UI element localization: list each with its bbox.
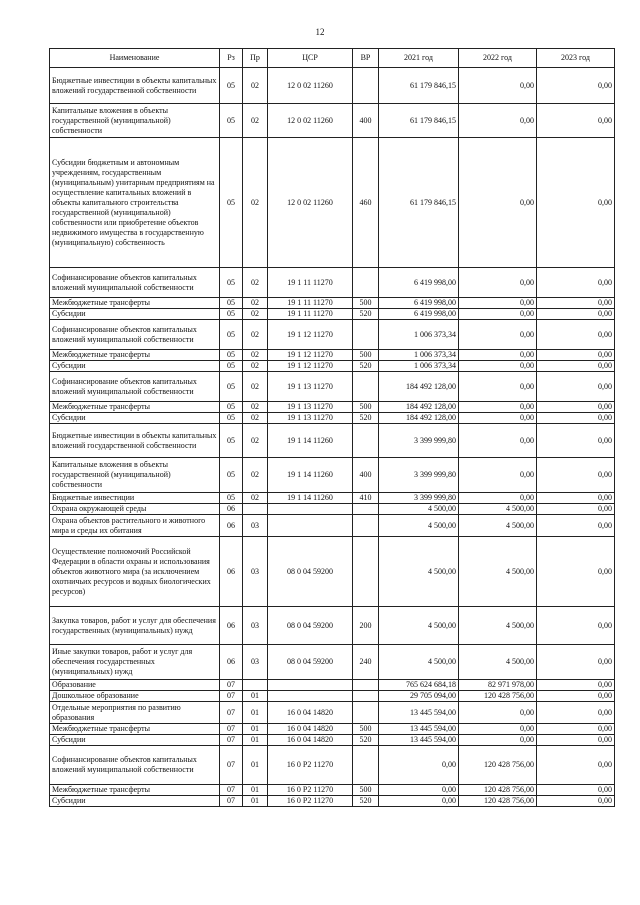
cell-y2022: 0,00: [459, 68, 537, 104]
cell-y2021: 1 006 373,34: [379, 361, 459, 372]
table-row: [50, 680, 615, 691]
table-row: [50, 268, 615, 298]
cell-y2021: 29 705 094,00: [379, 691, 459, 702]
cell-y2023: 0,00: [537, 702, 615, 724]
cell-y2023: 0,00: [537, 361, 615, 372]
cell-name: Бюджетные инвестиции в объекты капитальных вложений государственной собственности: [50, 424, 220, 458]
cell-y2022: 0,00: [459, 402, 537, 413]
cell-csr: 19 1 14 11260: [268, 493, 353, 504]
cell-y2021: 6 419 998,00: [379, 309, 459, 320]
cell-pr: 03: [243, 645, 268, 680]
cell-pr: 02: [243, 402, 268, 413]
cell-vr: 460: [353, 138, 379, 268]
cell-y2022: 0,00: [459, 268, 537, 298]
cell-vr: 520: [353, 361, 379, 372]
table-row: [50, 504, 615, 515]
cell-csr: 19 1 14 11260: [268, 424, 353, 458]
cell-y2022: 0,00: [459, 458, 537, 493]
cell-csr: 19 1 12 11270: [268, 320, 353, 350]
cell-y2022: 120 428 756,00: [459, 691, 537, 702]
cell-rz: 07: [220, 746, 243, 785]
cell-csr: [268, 504, 353, 515]
cell-csr: 19 1 11 11270: [268, 298, 353, 309]
cell-y2021: 13 445 594,00: [379, 735, 459, 746]
cell-pr: 02: [243, 361, 268, 372]
cell-name: Софинансирование объектов капитальных вложений муниципальной собственности: [50, 268, 220, 298]
header-2021: 2021 год: [379, 49, 459, 68]
cell-pr: 03: [243, 515, 268, 537]
cell-y2023: 0,00: [537, 104, 615, 138]
cell-csr: 19 1 11 11270: [268, 268, 353, 298]
cell-y2021: 3 399 999,80: [379, 493, 459, 504]
cell-vr: [353, 680, 379, 691]
cell-vr: 520: [353, 309, 379, 320]
cell-pr: 02: [243, 68, 268, 104]
cell-pr: 01: [243, 785, 268, 796]
cell-rz: 07: [220, 735, 243, 746]
cell-y2022: 120 428 756,00: [459, 796, 537, 807]
cell-csr: [268, 515, 353, 537]
cell-y2022: 0,00: [459, 320, 537, 350]
cell-y2022: 120 428 756,00: [459, 746, 537, 785]
cell-csr: 19 1 12 11270: [268, 350, 353, 361]
table-row: [50, 607, 615, 645]
header-2022: 2022 год: [459, 49, 537, 68]
cell-y2021: 0,00: [379, 785, 459, 796]
cell-y2023: 0,00: [537, 458, 615, 493]
cell-pr: 02: [243, 320, 268, 350]
cell-y2023: 0,00: [537, 607, 615, 645]
cell-y2022: 0,00: [459, 424, 537, 458]
cell-vr: 400: [353, 104, 379, 138]
cell-y2021: 4 500,00: [379, 607, 459, 645]
cell-y2022: 0,00: [459, 350, 537, 361]
cell-csr: 16 0 04 14820: [268, 702, 353, 724]
cell-rz: 07: [220, 702, 243, 724]
cell-pr: 03: [243, 537, 268, 607]
table-row: [50, 361, 615, 372]
cell-name: Софинансирование объектов капитальных вложений муниципальной собственности: [50, 746, 220, 785]
cell-pr: 02: [243, 268, 268, 298]
cell-vr: 400: [353, 458, 379, 493]
cell-name: Софинансирование объектов капитальных вложений муниципальной собственности: [50, 320, 220, 350]
cell-vr: 500: [353, 402, 379, 413]
table-row: [50, 424, 615, 458]
cell-vr: [353, 268, 379, 298]
cell-y2022: 0,00: [459, 724, 537, 735]
cell-y2021: 6 419 998,00: [379, 298, 459, 309]
cell-pr: 02: [243, 493, 268, 504]
cell-name: Субсидии: [50, 735, 220, 746]
table-row: [50, 746, 615, 785]
cell-pr: 02: [243, 309, 268, 320]
cell-y2022: 0,00: [459, 104, 537, 138]
header-2023: 2023 год: [537, 49, 615, 68]
cell-y2022: 0,00: [459, 735, 537, 746]
cell-pr: [243, 680, 268, 691]
cell-name: Бюджетные инвестиции: [50, 493, 220, 504]
cell-csr: 19 1 13 11270: [268, 413, 353, 424]
cell-y2023: 0,00: [537, 309, 615, 320]
cell-pr: 02: [243, 104, 268, 138]
cell-name: Софинансирование объектов капитальных вложений муниципальной собственности: [50, 372, 220, 402]
cell-y2022: 4 500,00: [459, 504, 537, 515]
cell-vr: 240: [353, 645, 379, 680]
cell-rz: 05: [220, 298, 243, 309]
cell-name: Межбюджетные трансферты: [50, 724, 220, 735]
cell-rz: 07: [220, 680, 243, 691]
page-number: 12: [315, 27, 325, 37]
cell-rz: 05: [220, 424, 243, 458]
table-row: [50, 68, 615, 104]
cell-vr: [353, 702, 379, 724]
cell-y2023: 0,00: [537, 796, 615, 807]
cell-name: Образование: [50, 680, 220, 691]
cell-vr: [353, 746, 379, 785]
cell-name: Субсидии бюджетным и автономным учреждениям, государственным (муниципальным) унитарным предприятиям на осуществление капитальных вложений в объекты капитального строительства государственной (муниципальной) собственности или приобретение объектов недвижимого имущества в государственную (муниципальную) собственность: [50, 138, 220, 268]
cell-csr: 12 0 02 11260: [268, 138, 353, 268]
budget-table: [49, 48, 615, 807]
cell-y2021: 6 419 998,00: [379, 268, 459, 298]
table-row: [50, 691, 615, 702]
cell-vr: 500: [353, 724, 379, 735]
table-row: [50, 413, 615, 424]
cell-name: Субсидии: [50, 309, 220, 320]
cell-rz: 05: [220, 104, 243, 138]
cell-y2023: 0,00: [537, 724, 615, 735]
cell-name: Иные закупки товаров, работ и услуг для обеспечения государственных (муниципальных) нужд: [50, 645, 220, 680]
cell-y2023: 0,00: [537, 268, 615, 298]
cell-rz: 05: [220, 458, 243, 493]
cell-csr: 19 1 12 11270: [268, 361, 353, 372]
cell-pr: 01: [243, 735, 268, 746]
table-row: [50, 402, 615, 413]
cell-name: Межбюджетные трансферты: [50, 785, 220, 796]
cell-rz: 05: [220, 320, 243, 350]
cell-y2021: 4 500,00: [379, 645, 459, 680]
table-row: [50, 309, 615, 320]
cell-csr: 19 1 13 11270: [268, 402, 353, 413]
cell-vr: 500: [353, 785, 379, 796]
table-row: [50, 796, 615, 807]
cell-y2021: 61 179 846,15: [379, 104, 459, 138]
cell-rz: 05: [220, 361, 243, 372]
cell-name: Субсидии: [50, 361, 220, 372]
cell-name: Бюджетные инвестиции в объекты капитальных вложений государственной собственности: [50, 68, 220, 104]
cell-csr: 08 0 04 59200: [268, 607, 353, 645]
cell-name: Субсидии: [50, 413, 220, 424]
cell-name: Капитальные вложения в объекты государственной (муниципальной) собственности: [50, 458, 220, 493]
cell-y2021: 61 179 846,15: [379, 68, 459, 104]
cell-pr: 02: [243, 138, 268, 268]
cell-y2022: 4 500,00: [459, 515, 537, 537]
cell-rz: 06: [220, 607, 243, 645]
cell-name: Охрана объектов растительного и животного мира и среды их обитания: [50, 515, 220, 537]
cell-vr: [353, 68, 379, 104]
cell-y2021: 4 500,00: [379, 515, 459, 537]
cell-vr: [353, 691, 379, 702]
cell-name: Охрана окружающей среды: [50, 504, 220, 515]
cell-y2021: 765 624 684,18: [379, 680, 459, 691]
cell-y2023: 0,00: [537, 735, 615, 746]
cell-pr: [243, 504, 268, 515]
cell-y2023: 0,00: [537, 298, 615, 309]
cell-y2023: 0,00: [537, 680, 615, 691]
cell-y2021: 0,00: [379, 746, 459, 785]
cell-rz: 07: [220, 785, 243, 796]
cell-y2022: 0,00: [459, 702, 537, 724]
cell-y2023: 0,00: [537, 372, 615, 402]
cell-y2023: 0,00: [537, 785, 615, 796]
cell-vr: 520: [353, 735, 379, 746]
table-row: [50, 493, 615, 504]
cell-csr: 16 0 04 14820: [268, 735, 353, 746]
cell-rz: 05: [220, 493, 243, 504]
cell-pr: 01: [243, 691, 268, 702]
cell-vr: 200: [353, 607, 379, 645]
header-row: [50, 49, 615, 68]
table-row: [50, 104, 615, 138]
cell-pr: 02: [243, 458, 268, 493]
cell-y2023: 0,00: [537, 645, 615, 680]
cell-y2022: 4 500,00: [459, 537, 537, 607]
cell-vr: 500: [353, 298, 379, 309]
cell-rz: 06: [220, 515, 243, 537]
cell-y2022: 4 500,00: [459, 645, 537, 680]
header-vr: ВР: [353, 49, 379, 68]
cell-y2021: 0,00: [379, 796, 459, 807]
table-row: [50, 537, 615, 607]
cell-y2022: 0,00: [459, 309, 537, 320]
cell-y2023: 0,00: [537, 493, 615, 504]
cell-rz: 07: [220, 724, 243, 735]
cell-rz: 05: [220, 372, 243, 402]
table-row: [50, 372, 615, 402]
cell-pr: 01: [243, 702, 268, 724]
cell-y2023: 0,00: [537, 746, 615, 785]
cell-y2023: 0,00: [537, 413, 615, 424]
table-row: [50, 138, 615, 268]
cell-rz: 06: [220, 645, 243, 680]
cell-csr: 19 1 14 11260: [268, 458, 353, 493]
cell-y2021: 1 006 373,34: [379, 320, 459, 350]
cell-pr: 02: [243, 424, 268, 458]
cell-csr: 08 0 04 59200: [268, 537, 353, 607]
cell-csr: 16 0 P2 11270: [268, 746, 353, 785]
table-row: [50, 645, 615, 680]
cell-csr: [268, 680, 353, 691]
cell-vr: [353, 515, 379, 537]
cell-csr: 08 0 04 59200: [268, 645, 353, 680]
cell-rz: 05: [220, 68, 243, 104]
cell-pr: 02: [243, 350, 268, 361]
cell-pr: 02: [243, 413, 268, 424]
cell-vr: 520: [353, 413, 379, 424]
cell-csr: 19 1 11 11270: [268, 309, 353, 320]
cell-y2021: 13 445 594,00: [379, 724, 459, 735]
table-row: [50, 458, 615, 493]
cell-y2021: 184 492 128,00: [379, 402, 459, 413]
header-pr: Пр: [243, 49, 268, 68]
cell-name: Субсидии: [50, 796, 220, 807]
table-row: [50, 785, 615, 796]
header-csr: ЦСР: [268, 49, 353, 68]
cell-y2023: 0,00: [537, 537, 615, 607]
cell-y2021: 3 399 999,80: [379, 424, 459, 458]
table-row: [50, 735, 615, 746]
cell-pr: 02: [243, 298, 268, 309]
cell-csr: 12 0 02 11260: [268, 104, 353, 138]
cell-name: Межбюджетные трансферты: [50, 298, 220, 309]
cell-y2021: 4 500,00: [379, 537, 459, 607]
cell-rz: 07: [220, 796, 243, 807]
table-row: [50, 515, 615, 537]
cell-y2023: 0,00: [537, 320, 615, 350]
cell-name: Закупка товаров, работ и услуг для обеспечения государственных (муниципальных) нужд: [50, 607, 220, 645]
table-row: [50, 320, 615, 350]
cell-y2023: 0,00: [537, 68, 615, 104]
cell-pr: 01: [243, 796, 268, 807]
cell-name: Межбюджетные трансферты: [50, 350, 220, 361]
cell-y2021: 3 399 999,80: [379, 458, 459, 493]
cell-y2023: 0,00: [537, 691, 615, 702]
cell-y2021: 13 445 594,00: [379, 702, 459, 724]
cell-csr: 16 0 P2 11270: [268, 796, 353, 807]
cell-y2022: 0,00: [459, 298, 537, 309]
cell-y2022: 82 971 978,00: [459, 680, 537, 691]
cell-y2023: 0,00: [537, 515, 615, 537]
cell-csr: 16 0 04 14820: [268, 724, 353, 735]
cell-y2022: 120 428 756,00: [459, 785, 537, 796]
cell-name: Капитальные вложения в объекты государственной (муниципальной) собственности: [50, 104, 220, 138]
cell-rz: 05: [220, 413, 243, 424]
cell-pr: 01: [243, 724, 268, 735]
cell-vr: [353, 424, 379, 458]
cell-y2022: 0,00: [459, 138, 537, 268]
cell-rz: 07: [220, 691, 243, 702]
cell-rz: 06: [220, 504, 243, 515]
header-name: Наименование: [50, 49, 220, 68]
cell-y2021: 184 492 128,00: [379, 413, 459, 424]
table-row: [50, 350, 615, 361]
cell-y2023: 0,00: [537, 402, 615, 413]
cell-vr: 520: [353, 796, 379, 807]
cell-vr: [353, 372, 379, 402]
table-row: [50, 702, 615, 724]
cell-csr: 19 1 13 11270: [268, 372, 353, 402]
cell-y2023: 0,00: [537, 504, 615, 515]
cell-y2023: 0,00: [537, 350, 615, 361]
table-row: [50, 298, 615, 309]
header-rz: Рз: [220, 49, 243, 68]
cell-pr: 02: [243, 372, 268, 402]
cell-y2022: 4 500,00: [459, 607, 537, 645]
cell-vr: 500: [353, 350, 379, 361]
cell-rz: 05: [220, 350, 243, 361]
cell-pr: 03: [243, 607, 268, 645]
cell-y2023: 0,00: [537, 424, 615, 458]
cell-name: Межбюджетные трансферты: [50, 402, 220, 413]
cell-y2022: 0,00: [459, 372, 537, 402]
cell-y2022: 0,00: [459, 361, 537, 372]
cell-rz: 06: [220, 537, 243, 607]
cell-vr: [353, 320, 379, 350]
cell-rz: 05: [220, 402, 243, 413]
cell-pr: 01: [243, 746, 268, 785]
cell-rz: 05: [220, 138, 243, 268]
cell-y2022: 0,00: [459, 493, 537, 504]
cell-y2021: 4 500,00: [379, 504, 459, 515]
cell-vr: [353, 537, 379, 607]
cell-rz: 05: [220, 309, 243, 320]
cell-csr: 16 0 P2 11270: [268, 785, 353, 796]
cell-y2021: 1 006 373,34: [379, 350, 459, 361]
table-row: [50, 724, 615, 735]
cell-y2023: 0,00: [537, 138, 615, 268]
cell-rz: 05: [220, 268, 243, 298]
cell-vr: [353, 504, 379, 515]
cell-name: Отдельные мероприятия по развитию образования: [50, 702, 220, 724]
cell-y2021: 184 492 128,00: [379, 372, 459, 402]
cell-csr: 12 0 02 11260: [268, 68, 353, 104]
cell-y2021: 61 179 846,15: [379, 138, 459, 268]
cell-vr: 410: [353, 493, 379, 504]
cell-csr: [268, 691, 353, 702]
cell-name: Дошкольное образование: [50, 691, 220, 702]
cell-y2022: 0,00: [459, 413, 537, 424]
cell-name: Осуществление полномочий Российской Федерации в области охраны и использования объектов животного мира (за исключением охотничьих ресурсов и водных биологических ресурсов): [50, 537, 220, 607]
